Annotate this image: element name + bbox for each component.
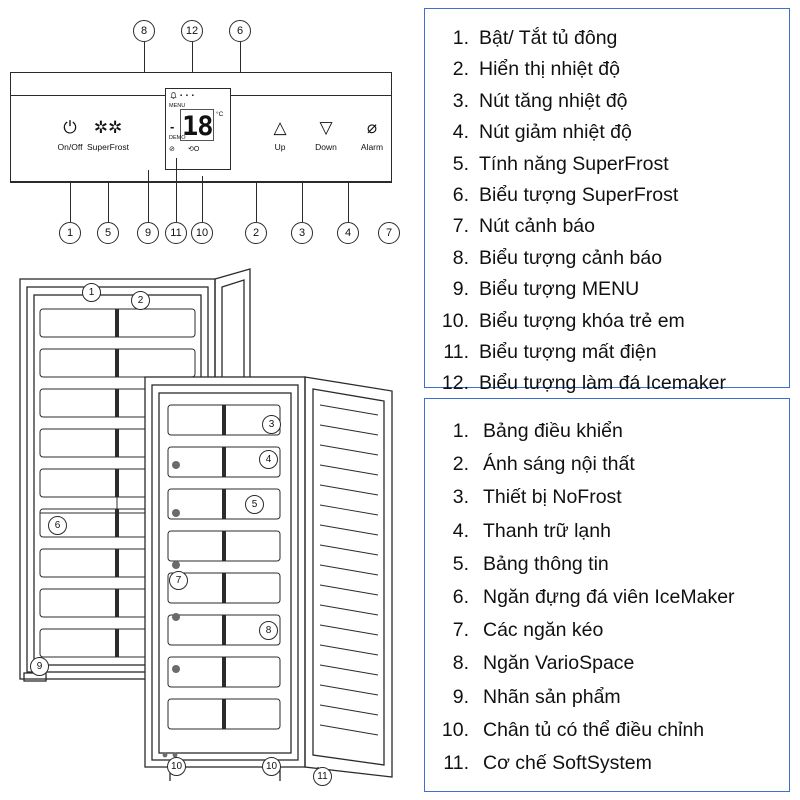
list-item-label: Ánh sáng nội thất <box>483 453 635 476</box>
list-item-label: Chân tủ có thể điều chỉnh <box>483 718 705 741</box>
list-item-number: 1. <box>452 27 469 49</box>
leader-line <box>348 182 349 222</box>
list-item-number: 2. <box>452 58 469 81</box>
list-item-number: 5. <box>452 552 469 575</box>
callout-1: 1 <box>59 222 81 244</box>
list-item <box>435 614 781 647</box>
list-item-number: 6. <box>452 586 469 609</box>
list-item <box>435 448 781 481</box>
callout-9: 9 <box>137 222 159 244</box>
appliance-callout-3: 3 <box>262 415 281 434</box>
appliance-callout-10b: 10 <box>262 757 281 776</box>
list-item-number: 11. <box>443 752 469 775</box>
list-item-number: 10. <box>441 309 469 332</box>
demo-label: DEMO <box>169 135 186 141</box>
list-item-number: 3. <box>452 486 469 509</box>
list-item-label: Cơ chế SoftSystem <box>483 752 652 775</box>
appliance-callout-9: 9 <box>30 657 49 676</box>
list-item-number: 12. <box>441 372 469 395</box>
alarm-button[interactable] <box>342 118 402 152</box>
list-item-label: Hiển thị nhiệt độ <box>479 58 620 81</box>
list-item-label: Tính năng SuperFrost <box>479 152 669 175</box>
list-item-number: 11. <box>443 341 469 364</box>
temperature-unit: °C <box>216 111 224 118</box>
list-item <box>435 23 781 54</box>
legend-list-control <box>425 9 789 400</box>
list-item-label: Bật/ Tắt tủ đông <box>479 27 618 49</box>
list-item <box>435 481 781 514</box>
temperature-display[interactable] <box>165 88 231 170</box>
list-item-label: Nút giảm nhiệt độ <box>479 121 632 144</box>
list-item <box>435 149 781 180</box>
status-icons: ▪ ▪ ▪ <box>180 93 195 99</box>
appliance-callout-6: 6 <box>48 516 67 535</box>
list-item-number: 6. <box>452 184 469 207</box>
power-failure-icon: ⟲O <box>188 146 200 153</box>
temperature-value: 18 <box>182 111 213 142</box>
list-item-label: Bảng điều khiển <box>483 420 623 442</box>
list-item-number: 7. <box>452 215 469 238</box>
list-item <box>435 368 781 399</box>
list-item <box>435 86 781 117</box>
list-item <box>435 180 781 211</box>
list-item-label: Nút tăng nhiệt độ <box>479 89 628 112</box>
list-item-number: 10. <box>441 718 469 741</box>
list-item-number: 8. <box>452 246 469 269</box>
appliance-callout-11: 11 <box>313 767 332 786</box>
appliance-callout-8: 8 <box>259 621 278 640</box>
list-item-number: 4. <box>452 121 469 144</box>
list-item-label: Nhãn sản phẩm <box>483 685 621 708</box>
down-arrow-icon: ▽ <box>319 118 333 137</box>
list-item <box>435 581 781 614</box>
leader-line <box>302 182 303 222</box>
legend-panel-control <box>424 8 790 395</box>
up-arrow-icon: △ <box>273 118 287 137</box>
leader-line <box>148 170 149 222</box>
callout-10: 10 <box>191 222 213 244</box>
appliance-callout-1: 1 <box>82 283 101 302</box>
superfrost-button-label: SuperFrost <box>86 142 130 152</box>
power-icon: ⏻ <box>63 118 77 137</box>
up-button-label: Up <box>274 142 286 152</box>
list-item <box>435 681 781 714</box>
callout-8: 8 <box>133 20 155 42</box>
appliance-callout-2: 2 <box>131 291 150 310</box>
list-item <box>435 747 781 780</box>
power-button-label: On/Off <box>57 142 83 152</box>
legend-panel-appliance <box>424 398 790 792</box>
panel-divider-bottom <box>10 182 392 183</box>
list-item <box>435 243 781 274</box>
list-item-label: Biểu tượng MENU <box>479 278 640 301</box>
callout-7: 7 <box>378 222 400 244</box>
list-item <box>435 274 781 305</box>
leader-line <box>202 176 203 222</box>
list-item-label: Biểu tượng khóa trẻ em <box>479 309 685 332</box>
list-item <box>435 647 781 680</box>
minus-sign: - <box>170 119 175 134</box>
list-item <box>435 337 781 368</box>
leader-line <box>70 182 71 222</box>
callout-3: 3 <box>291 222 313 244</box>
childlock-icon: ⊘ <box>169 146 175 153</box>
callout-12: 12 <box>181 20 203 42</box>
callout-4: 4 <box>337 222 359 244</box>
list-item-number: 4. <box>452 519 469 542</box>
list-item-label: Các ngăn kéo <box>483 619 604 642</box>
callout-5: 5 <box>97 222 119 244</box>
list-item-label: Biểu tượng cảnh báo <box>479 246 663 269</box>
list-item-number: 1. <box>452 420 469 442</box>
bell-icon <box>170 92 177 100</box>
callout-11: 11 <box>165 222 187 244</box>
superfrost-button[interactable] <box>78 118 138 152</box>
list-item-number: 7. <box>452 619 469 642</box>
list-item <box>435 306 781 337</box>
list-item <box>435 117 781 148</box>
list-item-label: Biểu tượng SuperFrost <box>479 184 679 207</box>
alarm-button-label: Alarm <box>360 142 384 152</box>
appliance-callout-10a: 10 <box>167 757 186 776</box>
appliance-callout-4: 4 <box>259 450 278 469</box>
list-item-label: Ngăn VarioSpace <box>483 652 635 675</box>
list-item <box>435 714 781 747</box>
list-item <box>435 548 781 581</box>
list-item <box>435 54 781 85</box>
list-item-label: Biểu tượng mất điện <box>479 341 657 364</box>
list-item-number: 2. <box>452 453 469 476</box>
list-item-number: 3. <box>452 89 469 112</box>
list-item-label: Biểu tượng làm đá Icemaker <box>479 372 726 395</box>
list-item-number: 5. <box>452 152 469 175</box>
list-item <box>435 211 781 242</box>
leader-line <box>256 182 257 222</box>
appliance-callout-7: 7 <box>169 571 188 590</box>
legend-list-appliance <box>425 399 789 780</box>
list-item-number: 9. <box>452 278 469 301</box>
list-item-label: Thanh trữ lạnh <box>483 519 611 542</box>
callout-2: 2 <box>245 222 267 244</box>
list-item-number: 9. <box>452 685 469 708</box>
list-item <box>435 515 781 548</box>
list-item-label: Ngăn đựng đá viên IceMaker <box>483 586 735 609</box>
superfrost-icon: ✲✲ <box>93 118 123 137</box>
menu-label: MENU <box>169 103 186 109</box>
alarm-icon: ⌀ <box>366 118 378 137</box>
appliance-callout-5: 5 <box>245 495 264 514</box>
leader-line <box>176 158 177 222</box>
list-item-label: Nút cảnh báo <box>479 215 596 238</box>
list-item-label: Thiết bị NoFrost <box>483 486 622 509</box>
list-item-number: 8. <box>452 652 469 675</box>
list-item <box>435 415 781 448</box>
list-item-label: Bảng thông tin <box>483 552 609 575</box>
leader-line <box>108 182 109 222</box>
down-button-label: Down <box>315 142 337 152</box>
callout-6: 6 <box>229 20 251 42</box>
